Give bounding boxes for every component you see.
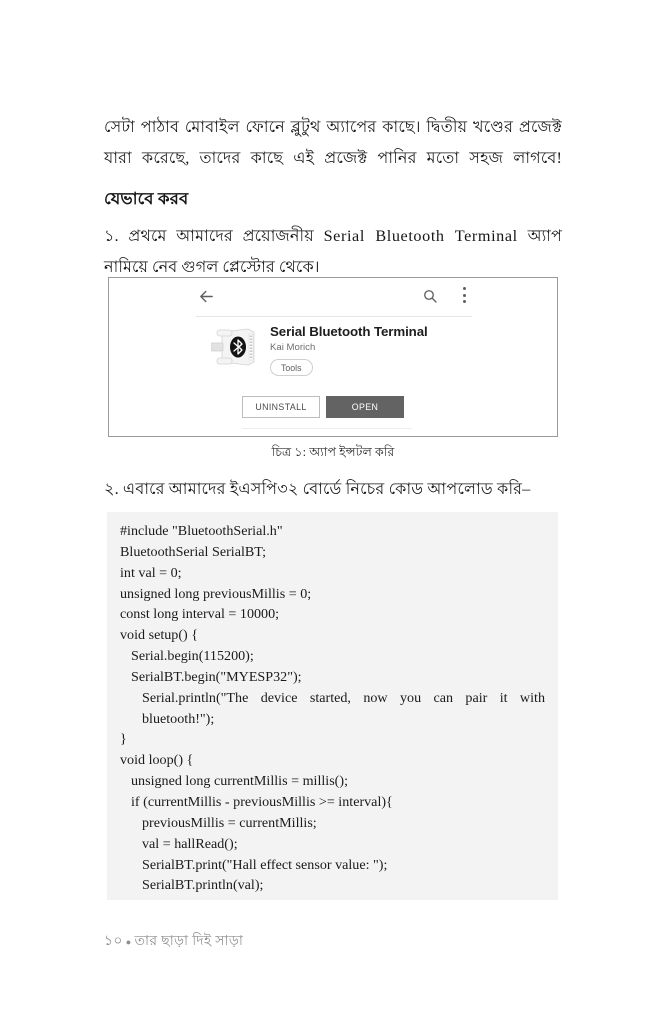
step-2-paragraph: ২. এবারে আমাদের ইএসপি৩২ বোর্ডে নিচের কোড আপলোড করি– bbox=[104, 480, 531, 498]
overflow-menu-icon[interactable] bbox=[463, 287, 467, 305]
footer-page-number: ১০ bbox=[104, 934, 123, 949]
code-line: SerialBT.begin("MYESP32"); bbox=[131, 668, 302, 685]
step-1-app-name: Serial Bluetooth Terminal bbox=[323, 227, 518, 245]
search-icon[interactable] bbox=[422, 288, 438, 304]
back-arrow-icon[interactable] bbox=[198, 288, 215, 305]
open-button[interactable]: OPEN bbox=[326, 396, 404, 418]
footer-separator-dot: ● bbox=[125, 936, 132, 947]
app-summary-block bbox=[184, 324, 484, 390]
playstore-app-page bbox=[184, 278, 484, 436]
step-1-text-before: ১. প্রথমে আমাদের প্রয়োজনীয় bbox=[104, 227, 324, 245]
app-category-chip[interactable]: Tools bbox=[270, 359, 313, 376]
code-line: unsigned long previousMillis = 0; bbox=[120, 585, 312, 602]
app-developer[interactable]: Kai Morich bbox=[270, 342, 316, 353]
code-line: } bbox=[120, 731, 127, 748]
code-line: SerialBT.println(val); bbox=[142, 877, 264, 894]
footer-book-title: তার ছাড়া দিই সাড়া bbox=[134, 934, 244, 949]
code-line: void setup() { bbox=[120, 627, 199, 644]
serial-bluetooth-connector-icon bbox=[211, 326, 257, 368]
code-line: previousMillis = currentMillis; bbox=[142, 814, 317, 831]
actions-divider bbox=[242, 428, 412, 429]
code-line: #include "BluetoothSerial.h" bbox=[120, 523, 283, 539]
code-line: BluetoothSerial SerialBT; bbox=[120, 543, 267, 560]
playstore-action-row bbox=[184, 396, 484, 426]
figure-playstore-screenshot bbox=[108, 277, 558, 437]
uninstall-button[interactable]: UNINSTALL bbox=[242, 396, 320, 418]
figure-caption: চিত্র ১: অ্যাপ ইন্সটল করি bbox=[271, 445, 395, 459]
code-line: const long interval = 10000; bbox=[120, 606, 280, 623]
code-line: val = hallRead(); bbox=[142, 835, 238, 852]
page-footer bbox=[104, 929, 243, 953]
code-line: int val = 0; bbox=[120, 564, 182, 581]
code-line: void loop() { bbox=[120, 752, 194, 769]
code-line: if (currentMillis - previousMillis >= interval){ bbox=[131, 793, 393, 810]
code-line: Serial.begin(115200); bbox=[131, 648, 254, 665]
app-title: Serial Bluetooth Terminal bbox=[270, 324, 428, 339]
code-line: unsigned long currentMillis = millis(); bbox=[131, 773, 348, 790]
code-block bbox=[107, 512, 558, 900]
toolbar-divider bbox=[196, 316, 472, 317]
step-1-text-after: অ্যাপ নামিয়ে নেব গুগল প্লেস্টোর থেকে। bbox=[104, 227, 562, 276]
step-1-paragraph bbox=[104, 221, 562, 283]
section-heading-how: যেভাবে করব bbox=[104, 189, 189, 208]
code-line: SerialBT.print("Hall effect sensor value: "); bbox=[142, 856, 388, 873]
intro-paragraph: সেটা পাঠাব মোবাইল ফোনে ব্লুটুথ অ্যাপের কাছে। দ্বিতীয় খণ্ডের প্রজেক্ট যারা করেছে, তাদের কাছে এই প্রজেক্ট পানির মতো সহজ লাগবে! bbox=[104, 118, 562, 167]
code-line: Serial.println("The device started, now you can pair it with bluetooth!"); bbox=[142, 689, 545, 727]
playstore-toolbar bbox=[184, 278, 484, 314]
